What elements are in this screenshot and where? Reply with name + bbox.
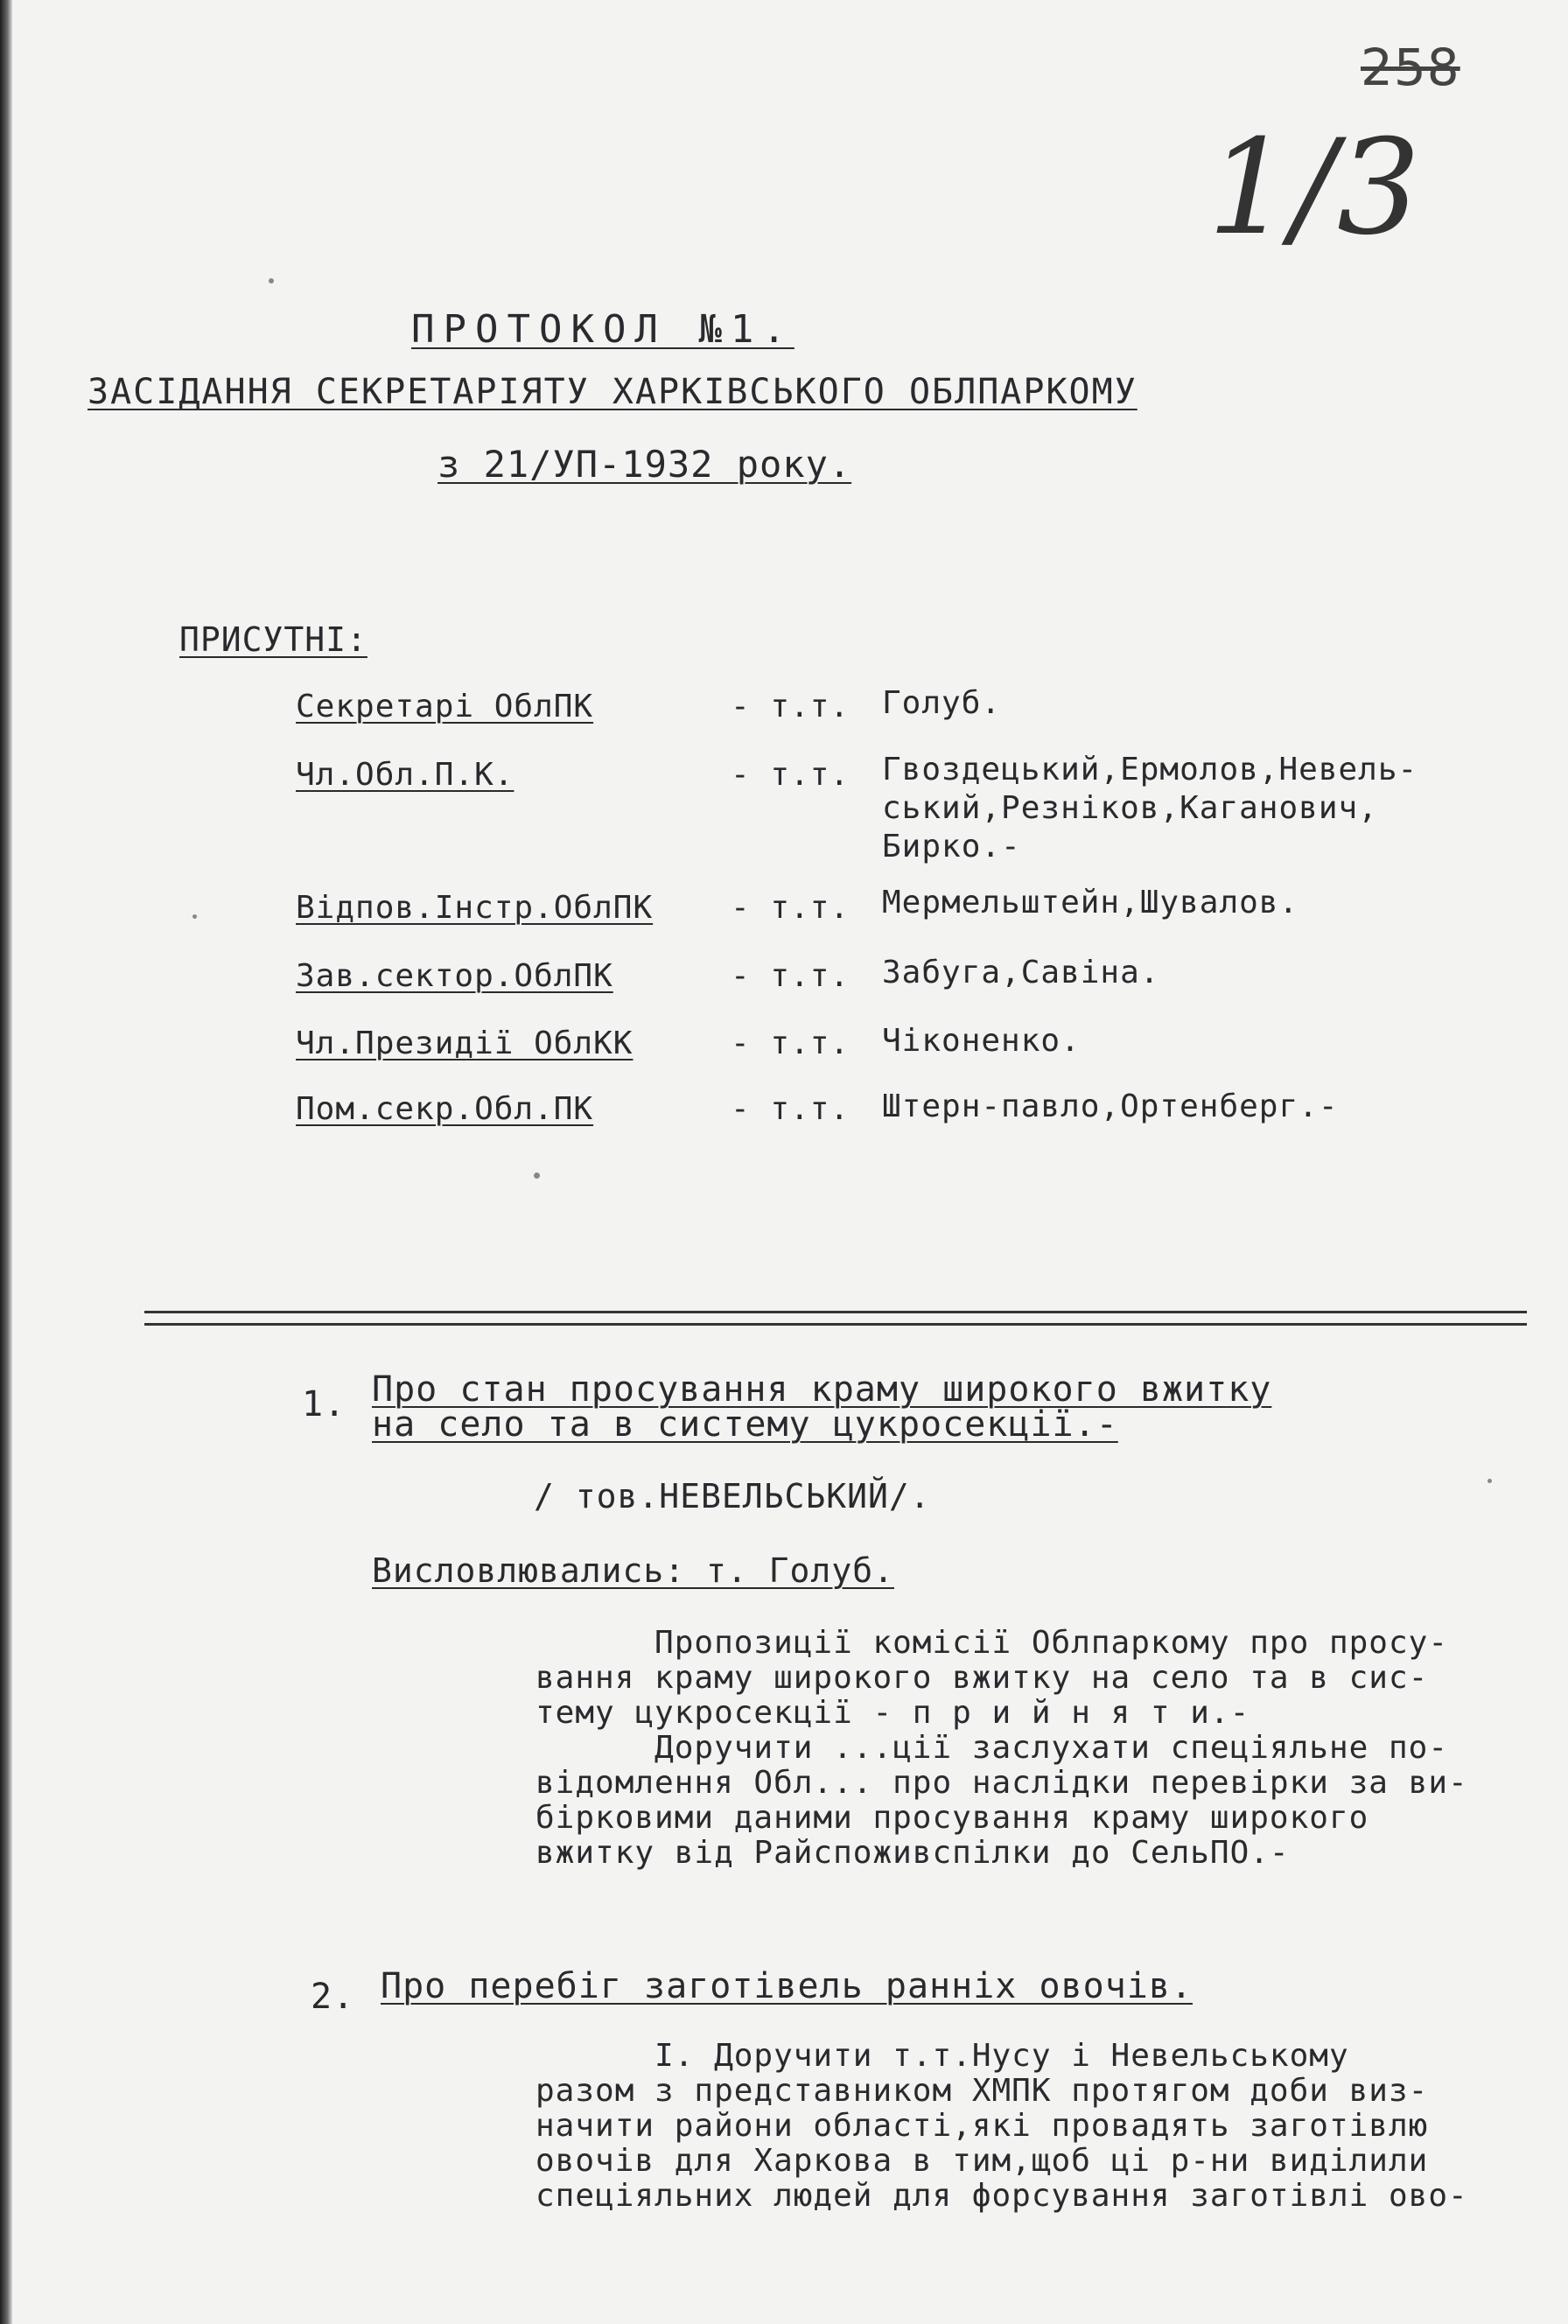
separator-line	[144, 1323, 1527, 1326]
present-role: Відпов.Інстр.ОблПК	[296, 890, 654, 926]
archive-page-number: 258	[1361, 38, 1460, 97]
present-dash: - т.т.	[731, 689, 850, 724]
present-dash: - т.т.	[731, 890, 850, 926]
item-title: Про перебіг заготівель ранніх овочів.	[381, 1966, 1194, 2006]
present-role: Секретарі ОблПК	[296, 689, 594, 724]
archive-handwritten-mark: 1/3	[1208, 112, 1422, 264]
item-decision: Пропозиції комісії Облпаркому про просу- вання краму широкого вжитку на село та в сис- тему цукросекції - п р и й н я т и.- Доручити ...ції заслухати спеціяльне по- відомлення Обл... про наслідки перевірки за ви- бірковими даними просування краму широкого вжитку від Райспоживспілки до СельПО.-	[536, 1625, 1468, 1871]
item-number: 1.	[302, 1384, 346, 1424]
scan-speck	[1488, 1479, 1492, 1483]
present-dash: - т.т.	[731, 1091, 850, 1127]
present-role: Зав.сектор.ОблПК	[296, 958, 613, 994]
present-names: Мермельштейн,Шувалов.	[882, 885, 1299, 920]
present-role: Чл.Президії ОблКК	[296, 1026, 634, 1061]
present-names: Гвоздецький,Ермолов,Невель- ський,Резніков,Каганович, Бирко.-	[882, 752, 1418, 864]
document-title: ПРОТОКОЛ №1.	[411, 307, 794, 352]
present-names: Голуб.	[882, 685, 1002, 721]
scan-edge	[0, 0, 12, 2324]
present-role: Пом.секр.Обл.ПК	[296, 1091, 594, 1127]
separator-line	[144, 1311, 1527, 1313]
present-dash: - т.т.	[731, 757, 850, 793]
document-date: з 21/УП-1932 року.	[438, 443, 852, 486]
present-names: Чіконенко.	[882, 1023, 1081, 1059]
item-decision: I. Доручити т.т.Нусу і Невельському разом з представником ХМПК протягом доби виз- начити райони області,які провадять заготівлю овочів для Харкова в тим,щоб ці р-ни виділили спеціяльних людей для форсування заготівлі ово-	[536, 2038, 1468, 2214]
item-speaker: / тов.НЕВЕЛЬСЬКИЙ/.	[534, 1477, 931, 1516]
present-names: Забуга,Савіна.	[882, 955, 1160, 990]
present-label: ПРИСУТНІ:	[179, 620, 368, 659]
scan-speck	[269, 278, 274, 284]
present-dash: - т.т.	[731, 958, 850, 994]
scan-speck	[192, 914, 197, 919]
document-subtitle: ЗАСІДАННЯ СЕКРЕТАРІЯТУ ХАРКІВСЬКОГО ОБЛПАРКОМУ	[88, 372, 1138, 412]
item-discussed: Висловлювались: т. Голуб.	[372, 1551, 894, 1590]
item-number: 2.	[311, 1977, 355, 2017]
item-title: Про стан просування краму широкого вжитку на село та в систему цукросекції.-	[372, 1369, 1272, 1445]
scan-speck	[534, 1172, 540, 1179]
present-role: Чл.Обл.П.К.	[296, 757, 514, 793]
present-dash: - т.т.	[731, 1026, 850, 1061]
present-names: Штерн-павло,Ортенберг.-	[882, 1088, 1339, 1124]
